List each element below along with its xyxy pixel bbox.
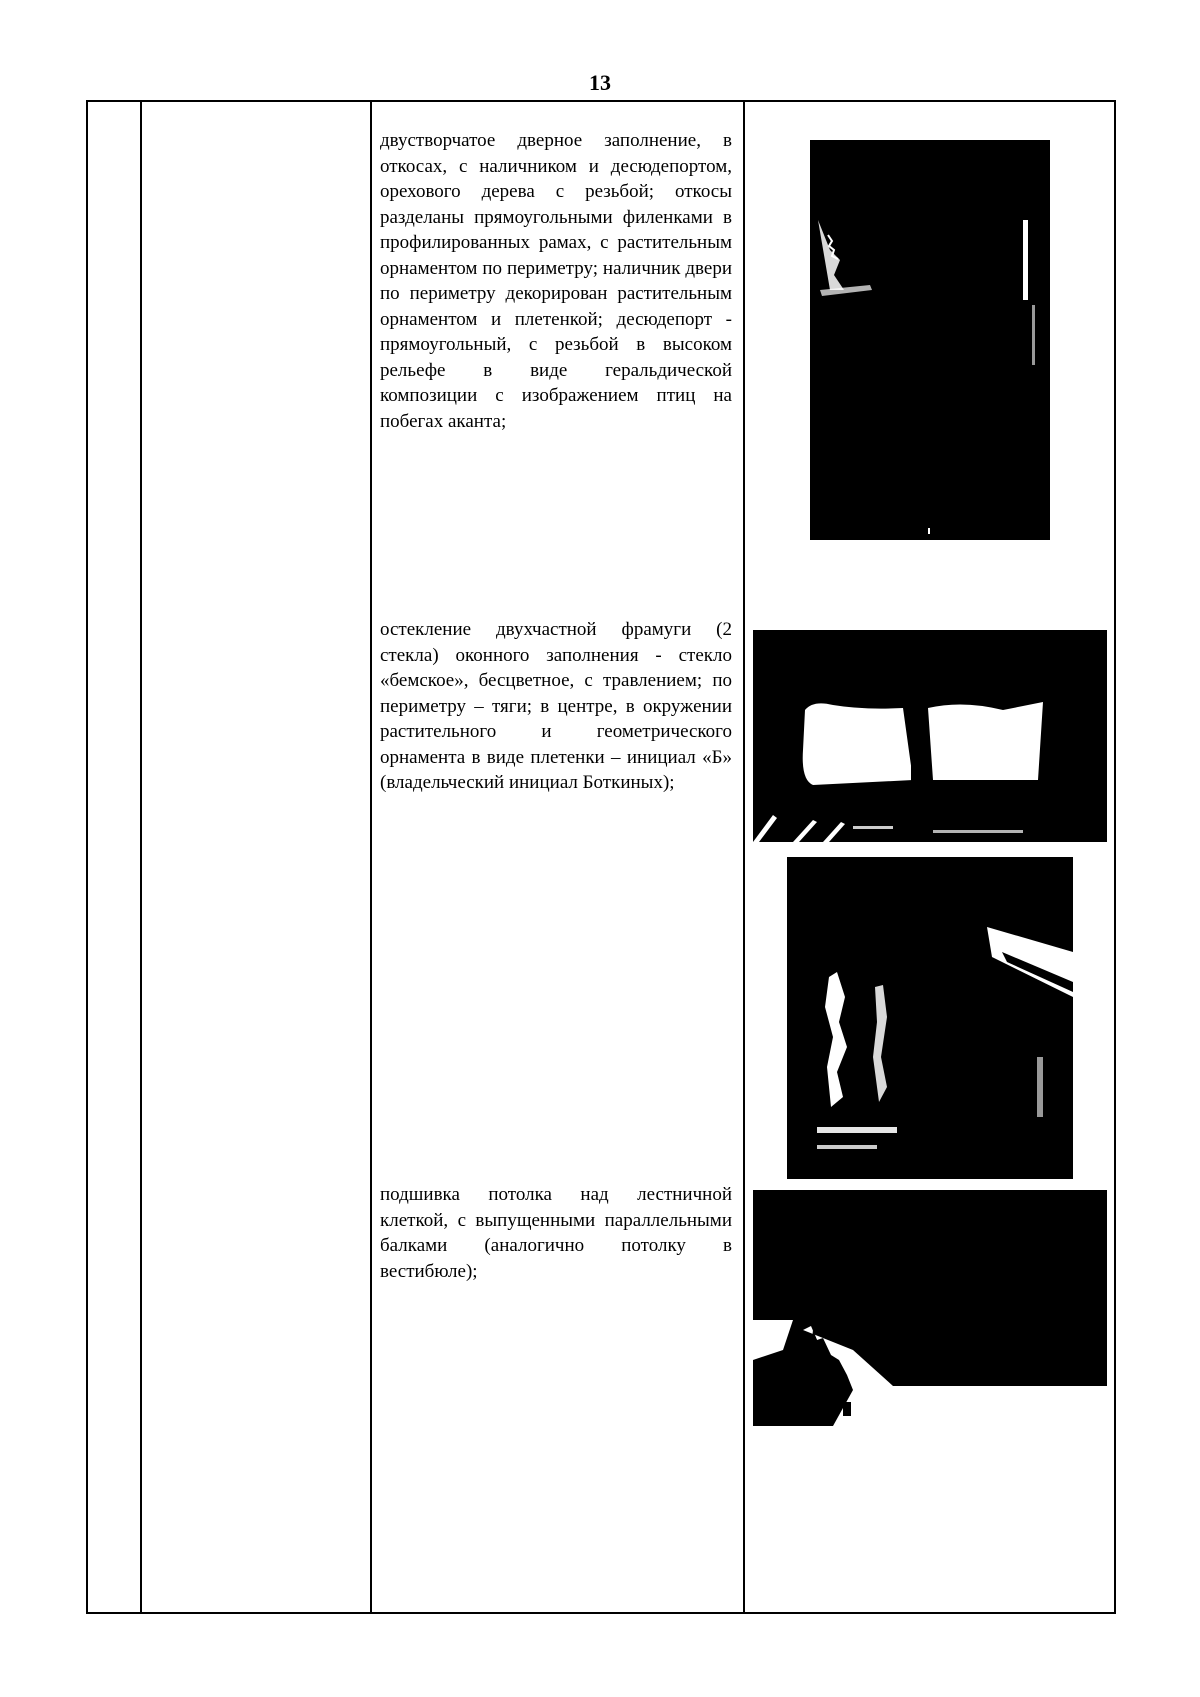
row-3-description: подшивка потолка над лестничной клеткой, с выпущенными параллельными балками (аналогично потолку в вестибюле); [380, 1184, 732, 1282]
ceiling-photo [753, 1190, 1107, 1426]
column-divider-3 [743, 102, 745, 1612]
column-divider-2 [370, 102, 372, 1612]
stairwell-photo [787, 857, 1073, 1179]
column-divider-1 [140, 102, 142, 1612]
door-photo [810, 140, 1050, 540]
transom-photo [753, 630, 1107, 842]
page-number: 13 [589, 70, 611, 95]
row-2-description: остекление двухчастной фрамуги (2 стекла) оконного заполнения - стекло «бемское», бесцветное, с травлением; по периметру – тяги; в центре, в окружении растительного и геометрического орнамента в виде плетенки – инициал «Б» (владельческий инициал Боткиных); [380, 619, 732, 793]
row-1-description: двустворчатое дверное заполнение, в откосах, с наличником и десюдепортом, орехового дерева с резьбой; откосы разделаны прямоугольными филенками в профилированных рамах, с растительным орнаментом по периметру; наличник двери по периметру декорирован растительным орнаментом и плетенкой; десюдепорт - прямоугольный, с резьбой в высоком рельефе в виде геральдической композиции с изображением птиц на побегах аканта; [380, 130, 732, 432]
